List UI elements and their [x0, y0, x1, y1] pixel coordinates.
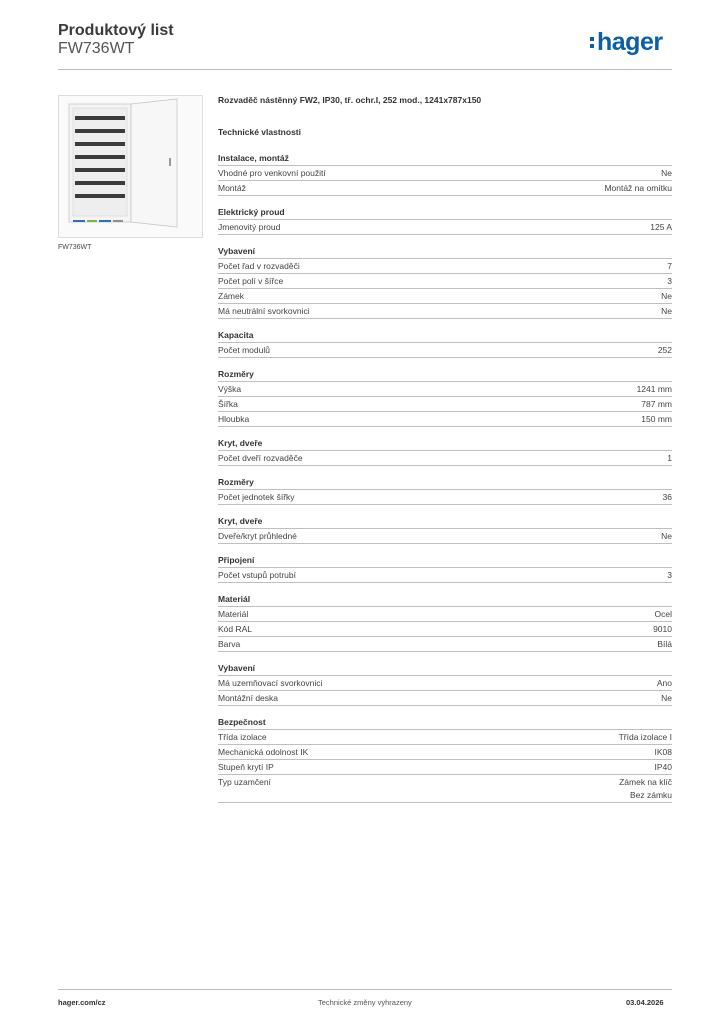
spec-value	[641, 413, 672, 426]
spec-value	[661, 167, 672, 180]
spec-row	[218, 775, 672, 803]
spec-value	[667, 569, 672, 582]
spec-value-line: Zámek na klíč	[619, 777, 672, 787]
spec-value	[655, 608, 672, 621]
spec-row	[218, 568, 672, 583]
image-caption: FW736WT	[58, 244, 92, 251]
logo-text: hager	[597, 28, 663, 56]
technical-properties-heading: Technické vlastnosti	[218, 127, 301, 137]
spec-group-title: Kryt, dveře	[218, 515, 672, 529]
spec-row	[218, 181, 672, 196]
footer-disclaimer: Technické změny vyhrazeny	[318, 998, 412, 1007]
spec-label: Zámek	[218, 291, 244, 301]
spec-label: Počet řad v rozvaděči	[218, 261, 300, 271]
spec-value	[619, 731, 672, 744]
spec-value-line: Ne	[661, 168, 672, 178]
spec-value-line: Třída izolace I	[618, 732, 672, 742]
spec-row	[218, 304, 672, 319]
spec-group	[218, 437, 672, 466]
spec-value	[667, 275, 672, 288]
spec-group-title: Vybavení	[218, 662, 672, 676]
distribution-board-icon	[59, 96, 202, 237]
spec-label: Má uzemňovací svorkovnici	[218, 678, 323, 688]
spec-label: Počet modulů	[218, 345, 270, 355]
spec-group-title: Kryt, dveře	[218, 437, 672, 451]
spec-group-title: Kapacita	[218, 329, 672, 343]
spec-label: Hloubka	[218, 414, 250, 424]
spec-value	[658, 344, 672, 357]
spec-value-line: 252	[657, 345, 672, 355]
document-title: Produktový list	[58, 22, 174, 39]
spec-value-line: Montáž na omítku	[604, 183, 672, 193]
spec-group	[218, 368, 672, 427]
spec-value-line: Bez zámku	[629, 790, 672, 800]
spec-group	[218, 593, 672, 652]
footer-website[interactable]: hager.com/cz	[58, 998, 106, 1007]
footer-date: 03.04.2026	[626, 998, 664, 1007]
spec-value	[657, 638, 672, 651]
footer-divider	[58, 989, 672, 990]
spec-value	[663, 491, 672, 504]
spec-value-line: 1241 mm	[636, 384, 672, 394]
spec-value-line: Ne	[661, 291, 672, 301]
spec-label: Třída izolace	[218, 732, 267, 742]
spec-row	[218, 730, 672, 745]
spec-row	[218, 412, 672, 427]
spec-label: Dveře/kryt průhledné	[218, 531, 297, 541]
spec-label: Montáž	[218, 183, 246, 193]
spec-group-title: Bezpečnost	[218, 716, 672, 730]
spec-group-title: Vybavení	[218, 245, 672, 259]
spec-row	[218, 622, 672, 637]
spec-value-line: 1	[667, 453, 672, 463]
spec-group	[218, 716, 672, 803]
spec-row	[218, 220, 672, 235]
spec-label: Barva	[218, 639, 241, 649]
spec-row	[218, 637, 672, 652]
specification	[218, 95, 672, 813]
document-header	[58, 22, 174, 58]
spec-group-title: Připojení	[218, 554, 672, 568]
spec-label: Jmenovitý proud	[218, 222, 281, 232]
product-name: Rozvaděč nástěnný FW2, IP30, tř. ochr.I, 252 mod., 1241x787x150	[218, 95, 482, 105]
spec-value	[655, 746, 673, 759]
spec-row	[218, 343, 672, 358]
spec-value-line: Ocel	[654, 609, 672, 619]
spec-group-title: Rozměry	[218, 476, 672, 490]
spec-label: Montážní deska	[218, 693, 279, 703]
spec-value-line: 36	[662, 492, 672, 502]
spec-value	[657, 677, 672, 690]
spec-group-title: Elektrický proud	[218, 206, 672, 220]
spec-row	[218, 490, 672, 505]
spec-value-line: Ne	[661, 531, 672, 541]
spec-group	[218, 245, 672, 319]
spec-group	[218, 554, 672, 583]
spec-row	[218, 274, 672, 289]
spec-value	[667, 452, 672, 465]
spec-value-line: 787 mm	[641, 399, 672, 409]
spec-label: Kód RAL	[218, 624, 253, 634]
spec-row	[218, 676, 672, 691]
spec-label: Typ uzamčení	[218, 777, 271, 787]
spec-value	[641, 398, 672, 411]
spec-groups	[218, 152, 672, 803]
spec-group-title: Materiál	[218, 593, 672, 607]
logo-dots-icon	[590, 34, 595, 50]
spec-label: Počet polí v šířce	[218, 276, 284, 286]
spec-row	[218, 397, 672, 412]
spec-value-line: Ano	[656, 678, 672, 688]
hager-logo	[590, 28, 663, 57]
spec-group-title: Instalace, montáž	[218, 152, 672, 166]
spec-label: Mechanická odolnost IK	[218, 747, 309, 757]
spec-label: Šířka	[218, 399, 238, 409]
spec-label: Vhodné pro venkovní použití	[218, 168, 326, 178]
spec-value	[650, 221, 672, 234]
spec-row	[218, 166, 672, 181]
spec-value	[619, 776, 672, 802]
spec-group	[218, 329, 672, 358]
spec-group	[218, 515, 672, 544]
spec-label: Má neutrální svorkovnici	[218, 306, 310, 316]
spec-row	[218, 745, 672, 760]
spec-value-line: IK08	[654, 747, 672, 757]
product-code-title: FW736WT	[58, 40, 135, 57]
product-image	[58, 95, 203, 238]
spec-row	[218, 529, 672, 544]
header-divider	[58, 69, 672, 70]
spec-value-line: 7	[667, 261, 672, 271]
spec-group	[218, 662, 672, 706]
spec-label: Počet vstupů potrubí	[218, 570, 296, 580]
spec-label: Stupeň krytí IP	[218, 762, 274, 772]
spec-row	[218, 289, 672, 304]
spec-row	[218, 691, 672, 706]
spec-label: Výška	[218, 384, 242, 394]
spec-label: Počet dveří rozvaděče	[218, 453, 303, 463]
spec-group	[218, 476, 672, 505]
spec-value	[655, 761, 673, 774]
spec-group-title: Rozměry	[218, 368, 672, 382]
spec-value	[661, 530, 672, 543]
spec-value-line: 3	[667, 276, 672, 286]
spec-value	[661, 692, 672, 705]
spec-value	[653, 623, 672, 636]
spec-group	[218, 206, 672, 235]
spec-label: Materiál	[218, 609, 249, 619]
spec-value-line: Ne	[661, 693, 672, 703]
spec-value	[661, 305, 672, 318]
spec-row	[218, 760, 672, 775]
spec-label: Počet jednotek šířky	[218, 492, 295, 502]
spec-value-line: 3	[667, 570, 672, 580]
spec-value-line: 150 mm	[641, 414, 672, 424]
spec-value-line: IP40	[654, 762, 672, 772]
spec-row	[218, 607, 672, 622]
spec-value	[604, 182, 672, 195]
spec-value	[637, 383, 672, 396]
spec-row	[218, 382, 672, 397]
spec-value-line: Bílá	[657, 639, 672, 649]
spec-value-line: Ne	[661, 306, 672, 316]
spec-group	[218, 152, 672, 196]
spec-value-line: 125 A	[650, 222, 672, 232]
spec-value-line: 9010	[653, 624, 672, 634]
spec-value	[661, 290, 672, 303]
spec-row	[218, 451, 672, 466]
spec-value	[667, 260, 672, 273]
spec-row	[218, 259, 672, 274]
